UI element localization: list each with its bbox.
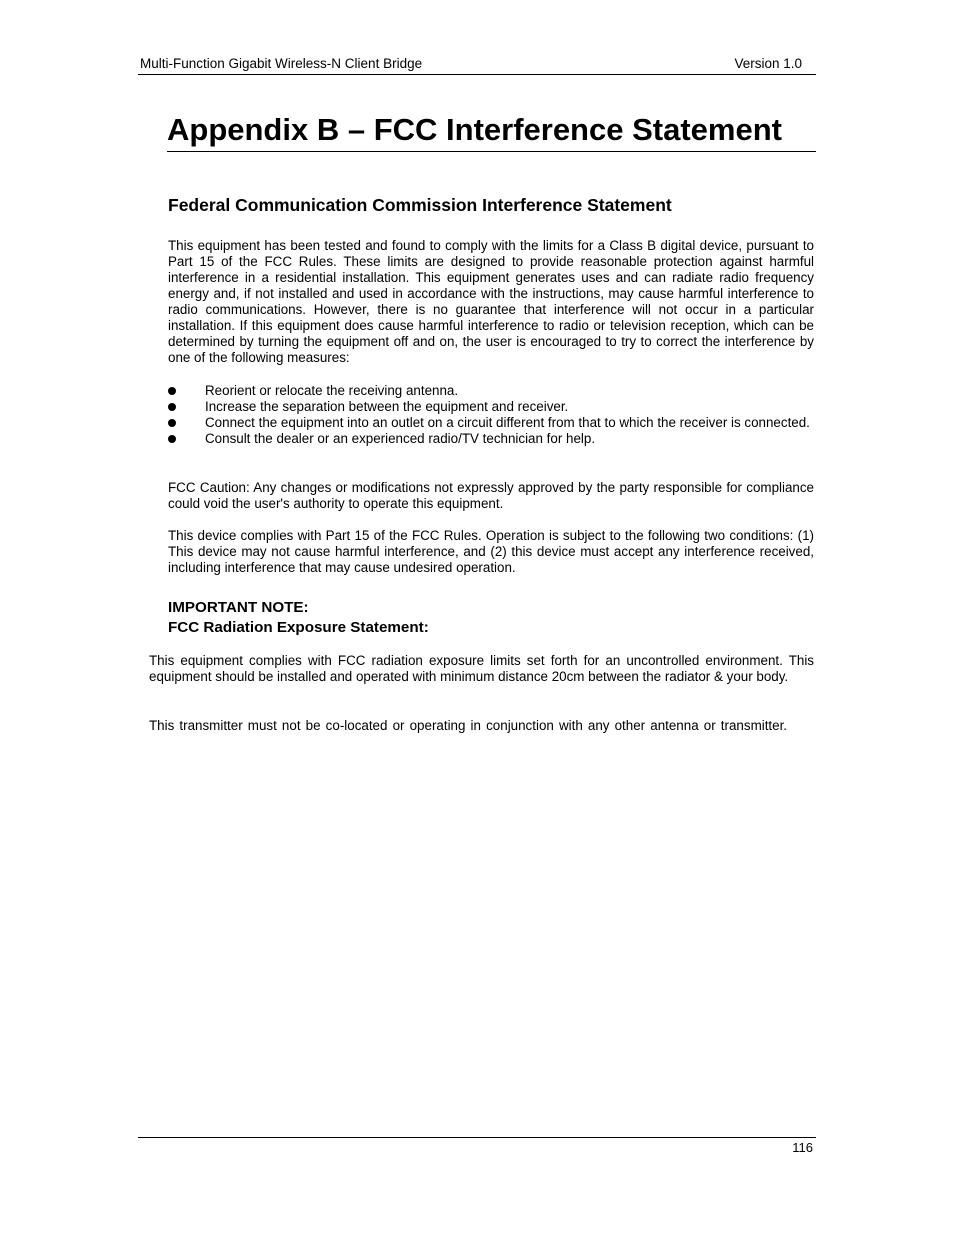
bullet-icon <box>168 419 176 427</box>
header-product-name: Multi-Function Gigabit Wireless-N Client Bridge <box>140 56 423 71</box>
list-item-text: Connect the equipment into an outlet on a circuit different from that to which the receiver is connected. <box>205 415 810 430</box>
list-item-text: Consult the dealer or an experienced radio/TV technician for help. <box>205 431 596 446</box>
list-item <box>168 415 814 431</box>
page-header <box>138 56 816 75</box>
intro-paragraph: This equipment has been tested and found to comply with the limits for a Class B digital device, pursuant to Part 15 of the FCC Rules. These limits are designed to provide reasonable protection against harmful interference in a residential installation. This equipment generates uses and can radiate radio frequency energy and, if not installed and used in accordance with the instructions, may cause harmful interference to radio communications. However, there is no guarantee that interference will not occur in a particular installation. If this equipment does cause harmful interference to radio or television reception, which can be determined by turning the equipment off and on, the user is encouraged to try to correct the interference by one of the following measures: <box>168 238 814 365</box>
caution-paragraph: FCC Caution: Any changes or modifications not expressly approved by the party responsible for compliance could void the user's authority to operate this equipment. <box>168 480 814 511</box>
list-item <box>168 431 814 447</box>
list-item <box>168 383 814 399</box>
important-note <box>168 598 429 638</box>
radiation-heading: FCC Radiation Exposure Statement: <box>168 619 429 636</box>
list-item-text: Reorient or relocate the receiving antenna. <box>205 383 459 398</box>
bullet-icon <box>168 387 176 395</box>
page-title: Appendix B – FCC Interference Statement <box>167 110 816 152</box>
list-item <box>168 399 814 415</box>
important-note-label: IMPORTANT NOTE: <box>168 599 309 616</box>
radiation-paragraph: This equipment complies with FCC radiation exposure limits set forth for an uncontrolled environment. This equipment should be installed and operated with minimum distance 20cm between the radiator & your body. <box>149 653 814 684</box>
transmitter-paragraph: This transmitter must not be co-located or operating in conjunction with any other antenna or transmitter. <box>149 718 788 733</box>
section-heading: Federal Communication Commission Interference Statement <box>168 195 672 215</box>
bullet-icon <box>168 403 176 411</box>
bullet-icon <box>168 435 176 443</box>
footer-divider <box>138 1137 816 1138</box>
list-item-text: Increase the separation between the equipment and receiver. <box>205 399 569 414</box>
compliance-paragraph: This device complies with Part 15 of the FCC Rules. Operation is subject to the following two conditions: (1) This device may not cause harmful interference, and (2) this device must accept any interference received, including interference that may cause undesired operation. <box>168 528 814 575</box>
header-version: Version 1.0 <box>734 56 802 71</box>
page-number: 116 <box>792 1140 813 1155</box>
measures-list <box>168 383 814 447</box>
